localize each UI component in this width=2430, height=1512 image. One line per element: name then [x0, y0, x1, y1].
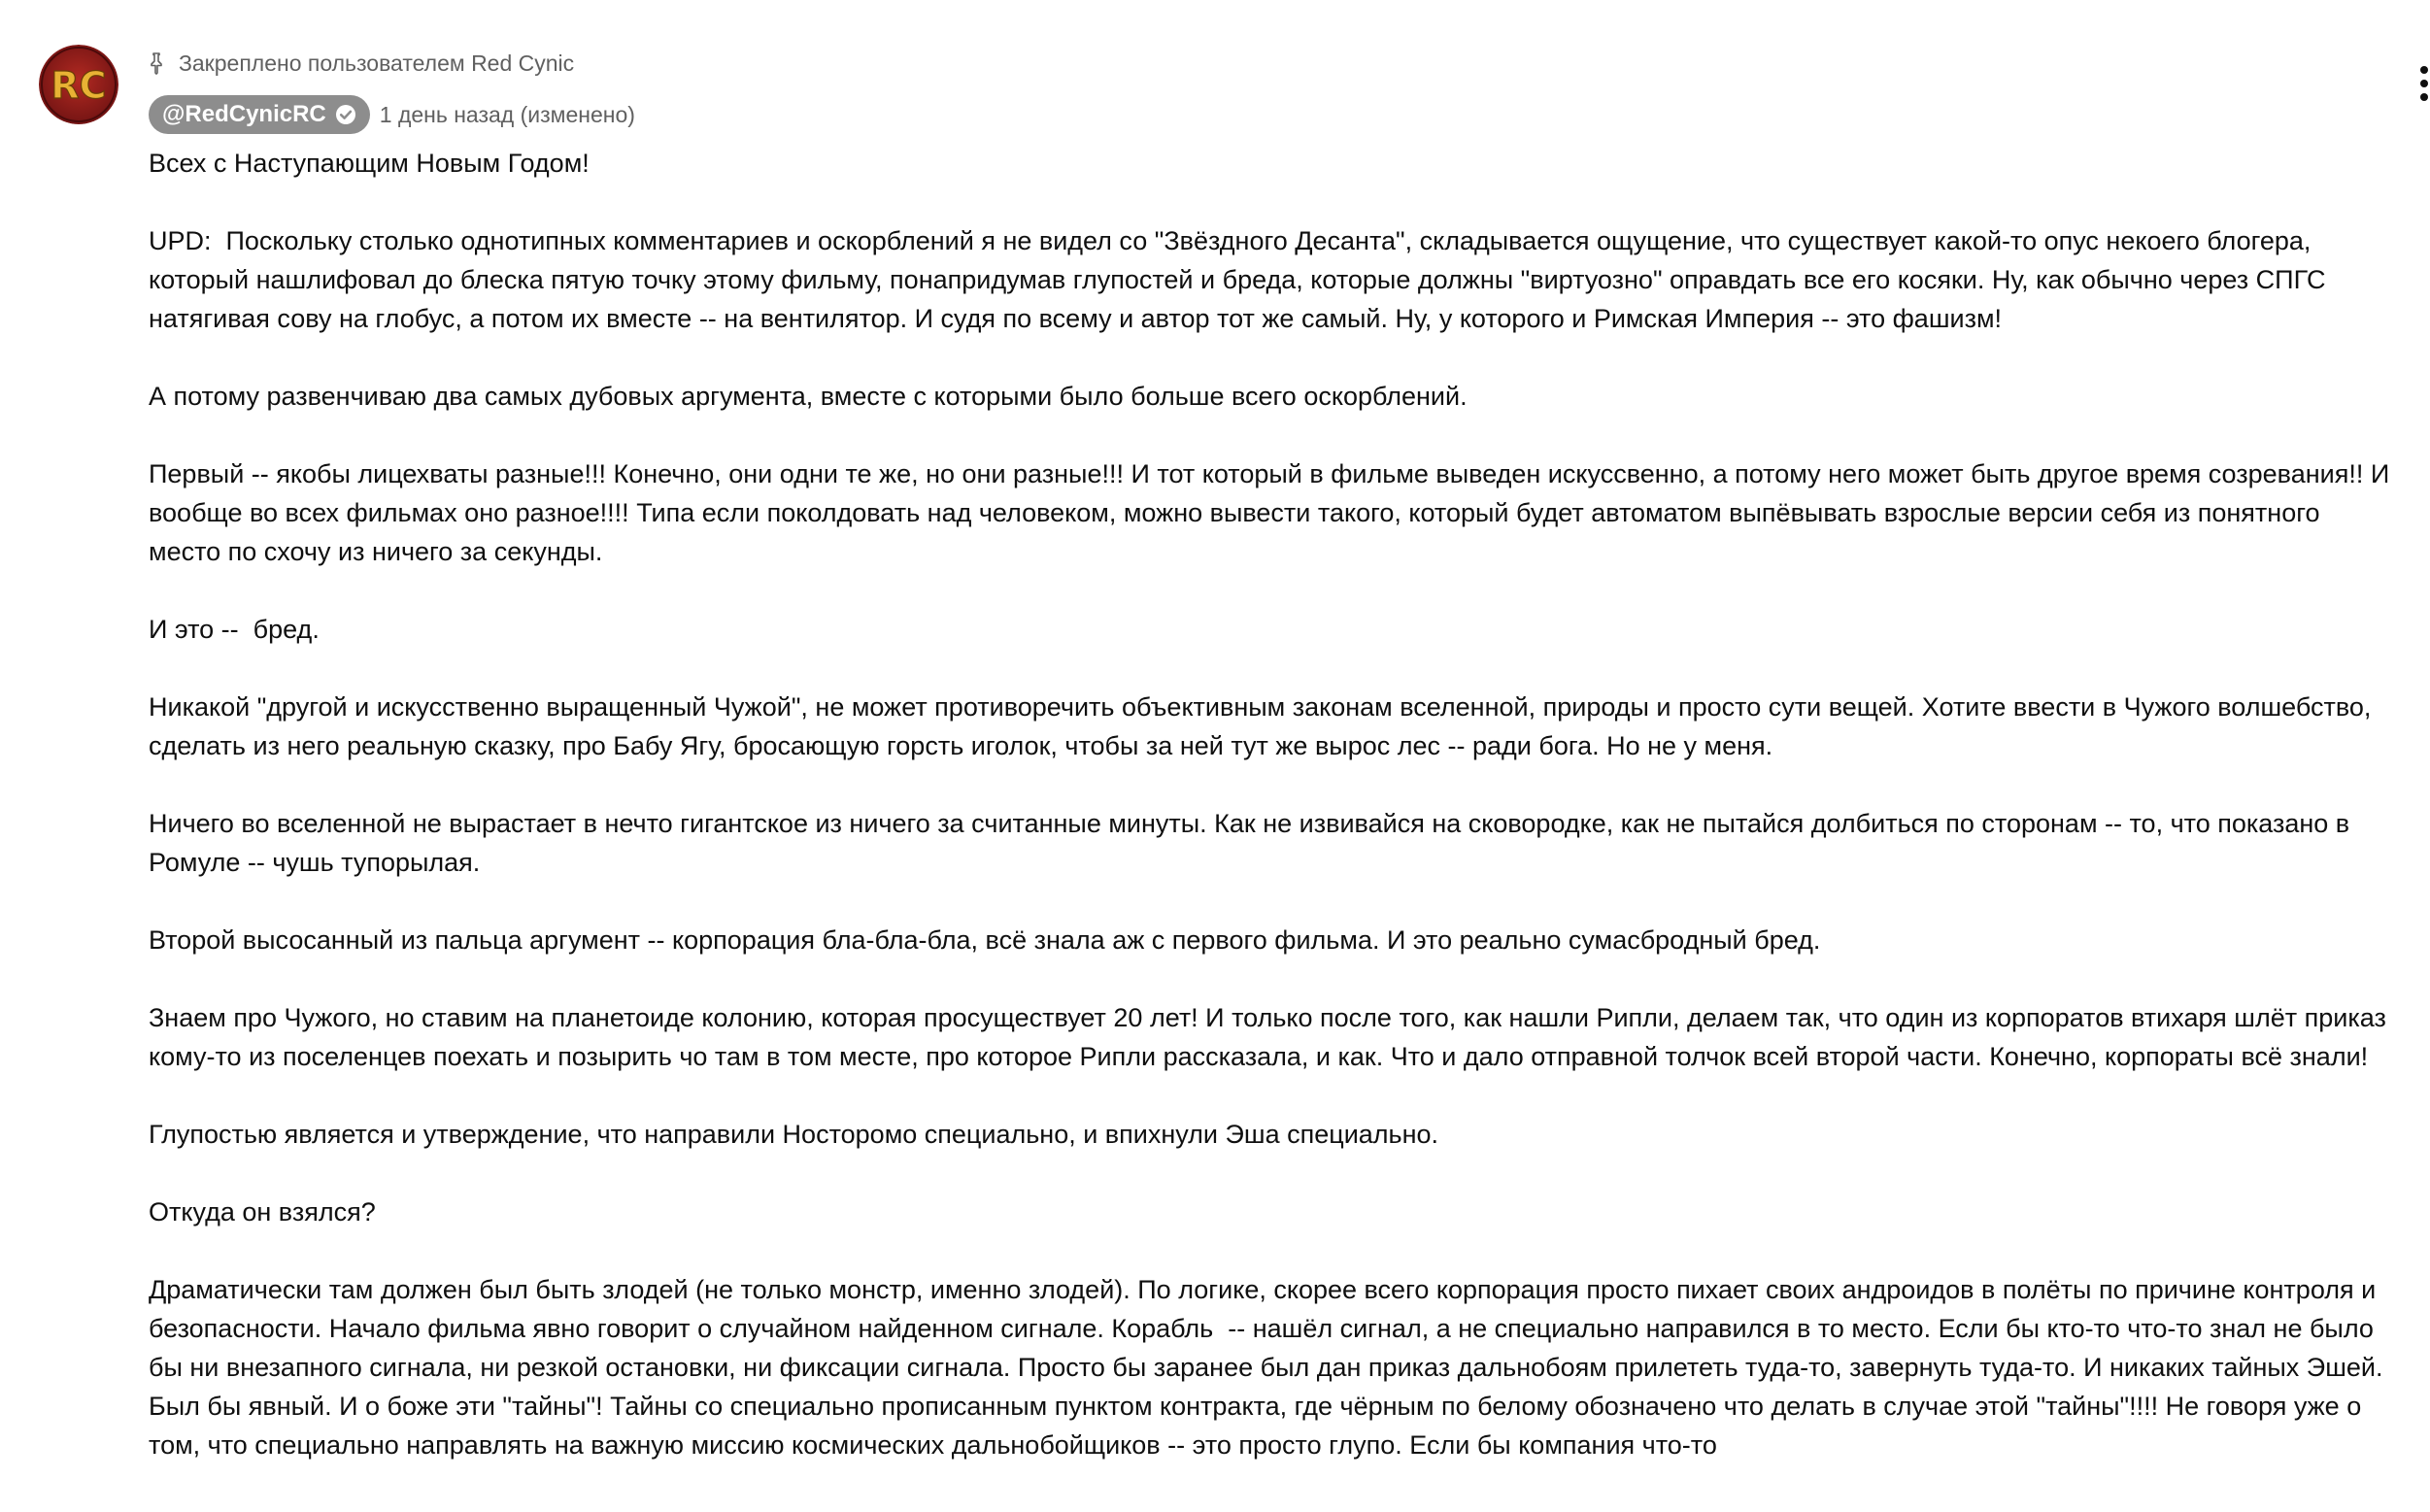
comment-paragraph: Драматически там должен был быть злодей (не только монстр, именно злодей). По логике, скорее всего корпорация просто пихает своих андроидов в полёты по причине контроля и безопасности. Начало фильма явно говорит о случайном найденном сигнале. Корабль -- нашёл сигнал, а не специально направился в то место. Если бы кто-то что-то знал не было бы ни внезапного сигнала, ни резкой остановки, ни фиксации сигнала. Просто бы заранее был дан приказ дальнобоям прилететь туда-то, завернуть туда-то. И никаких тайных Эшей. Был бы явный. И о боже эти "тайны"! Тайны со специально прописанным пунктом контракта, где чёрным по белому обозначено что делать в случае этой "тайны"!!!! Не говоря уже о том, что специально направлять на важную миссию космических дальнобойщиков -- это просто глупо. Если бы компания что-то — [149, 1275, 2390, 1460]
author-handle-chip[interactable] — [149, 95, 370, 134]
comment-paragraph: И это -- бред. — [149, 615, 320, 644]
comment-paragraph: Никакой "другой и искусственно выращенный Чужой", не может противоречить объективным законам вселенной, природы и просто сути вещей. Хотите ввести в Чужого волшебство, сделать из него реальную сказку, про Бабу Ягу, бросающую горсть иголок, чтобы за ней тут же вырос лес -- ради бога. Но не у меня. — [149, 692, 2379, 760]
more-vertical-icon — [2407, 60, 2430, 107]
comment-paragraph: Откуда он взялся? — [149, 1197, 376, 1226]
pinned-label: Закреплено пользователем Red Cynic — [179, 50, 575, 76]
pin-icon — [148, 51, 165, 75]
comment-paragraph: Ничего во вселенной не вырастает в нечто гигантское из ничего за считанные минуты. Как не извивайся на сковородке, как не пытайся долбиться по сторонам -- то, что показано в Ромуле -- чушь тупорылая. — [149, 809, 2357, 877]
comment-text — [149, 144, 2397, 1503]
comment-paragraph: Всех с Наступающим Новым Годом! — [149, 149, 590, 178]
comment-timestamp[interactable]: 1 день назад (изменено) — [379, 101, 635, 127]
channel-avatar[interactable] — [39, 45, 118, 124]
svg-text:RC: RC — [51, 64, 107, 107]
comment-action-menu-button[interactable] — [2407, 60, 2430, 107]
comment-paragraph: Знаем про Чужого, но ставим на планетоиде колонию, которая просуществует 20 лет! И только после того, как нашли Рипли, делаем так, что один из корпоратов втихаря шлёт приказ кому-то из поселенцев поехать и позырить чо там в том месте, про которое Рипли рассказала, и как. Что и дало отправной толчок всей второй части. Конечно, корпораты всё знали! — [149, 1003, 2394, 1071]
comment-paragraph: А потому развенчиваю два самых дубовых аргумента, вместе с которыми было больше всего оскорблений. — [149, 382, 1468, 411]
comment-paragraph: Первый -- якобы лицехваты разные!!! Конечно, они одни те же, но они разные!!! И тот который в фильме выведен искуссвенно, а потому него может быть другое время созревания!! И вообще во всех фильмах оно разное!!!! Типа если поколдовать над человеком, можно вывести такого, который будет автоматом выпёвывать взрослые версии себя из понятного место по схочу из ничего за секунды. — [149, 459, 2397, 566]
verified-checkmark-icon — [335, 104, 356, 125]
comment-paragraph: UPD: Поскольку столько однотипных комментариев и оскорблений я не видел со "Звёздного Десанта", складывается ощущение, что существует какой-то опус некоего блогера, который нашлифовал до блеска пятую точку этому фильму, понапридумав глупостей и бреда, которые должны "виртуозно" оправдать все его косяки. Ну, как обычно через СПГС натягивая сову на глобус, а потом их вместе -- на вентилятор. И судя по всему и автор тот же самый. Ну, у которого и Римская Империя -- это фашизм! — [149, 226, 2333, 333]
channel-logo-icon — [39, 45, 118, 124]
author-handle: @RedCynicRC — [162, 101, 326, 127]
pinned-indicator — [148, 47, 574, 80]
comment-header — [149, 95, 635, 134]
comment-paragraph: Глупостью является и утверждение, что направили Носторомо специально, и впихнули Эша специально. — [149, 1120, 1439, 1149]
comment-paragraph: Второй высосанный из пальца аргумент -- корпорация бла-бла-бла, всё знала аж с первого фильма. И это реально сумасбродный бред. — [149, 925, 1821, 955]
